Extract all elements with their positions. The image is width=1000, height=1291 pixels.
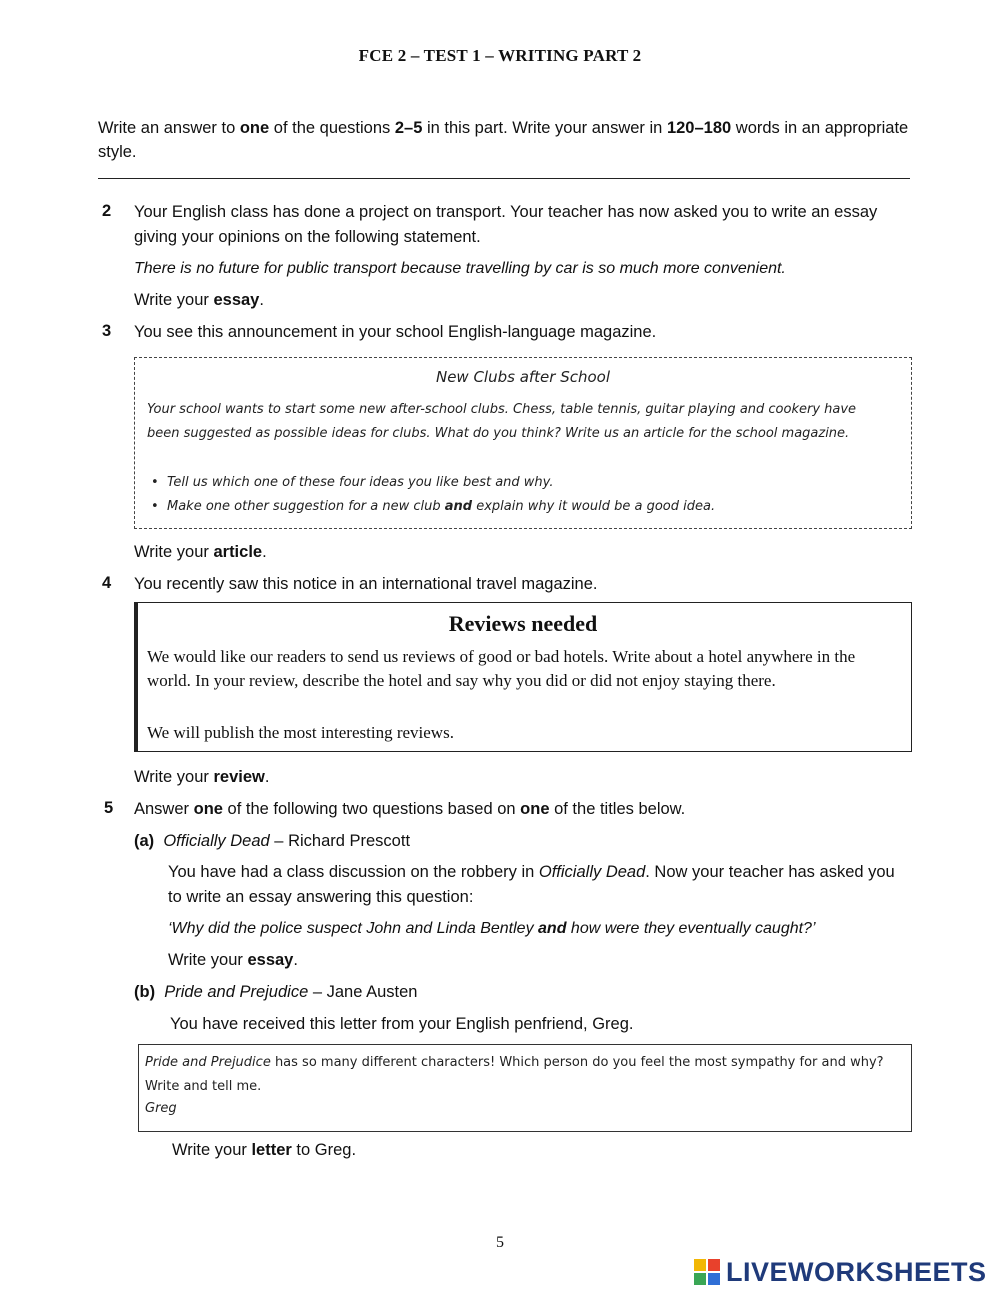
- letter-signature: Greg: [145, 1101, 177, 1116]
- announcement-bullet-2: • Make one other suggestion for a new club and explain why it would be a good idea.: [147, 495, 887, 519]
- question-2-statement: There is no future for public transport because travelling by car is so much more convenient.: [134, 260, 786, 277]
- logo-square: [694, 1259, 706, 1271]
- question-4-number: 4: [102, 574, 112, 592]
- question-4-write: Write your review.: [134, 768, 270, 786]
- notice-title: Reviews needed: [448, 611, 598, 636]
- question-5a-question: ‘Why did the police suspect John and Linda Bentley and how were they eventually caught?’: [168, 920, 816, 937]
- logo-text: LIVEWORKSHEETS: [726, 1256, 987, 1287]
- question-5a-text: You have had a class discussion on the robbery in Officially Dead. Now your teacher has asked you to write an essay answering this question:: [168, 863, 895, 906]
- liveworksheets-logo[interactable]: [694, 1255, 987, 1289]
- question-3-text: You see this announcement in your school English-language magazine.: [134, 323, 657, 341]
- announcement-bullets: [147, 471, 887, 519]
- logo-square: [708, 1273, 720, 1285]
- announcement-bullet-1: • Tell us which one of these four ideas you like best and why.: [147, 471, 887, 495]
- question-3-write: Write your article.: [134, 543, 267, 561]
- question-2-write: Write your essay.: [134, 291, 264, 309]
- notice-text: We would like our readers to send us reviews of good or bad hotels. Write about a hotel anywhere in the world. In your review, describe the hotel and say why you did or did not enjoy staying there.: [147, 647, 856, 690]
- instructions: Write an answer to one of the questions 2–5 in this part. Write your answer in 120–180 words in an appropriate style.: [98, 119, 909, 161]
- question-5b-write: Write your letter to Greg.: [172, 1141, 357, 1159]
- question-5a-write: Write your essay.: [168, 951, 298, 969]
- announcement-box: [134, 357, 912, 529]
- question-5b-heading: (b) Pride and Prejudice – Jane Austen: [134, 983, 418, 1001]
- letter-text: Pride and Prejudice has so many different characters! Which person do you feel the most sympathy for and why? Write and tell me.: [145, 1055, 884, 1094]
- logo-square: [694, 1273, 706, 1285]
- notice-box: [134, 602, 912, 752]
- divider: [98, 178, 910, 179]
- page-number: 5: [496, 1234, 504, 1251]
- announcement-text: Your school wants to start some new after-school clubs. Chess, table tennis, guitar playing and cookery have been suggested as possible ideas for clubs. What do you think? Write us an article for the school magazine.: [147, 402, 857, 441]
- question-2-number: 2: [102, 202, 112, 220]
- question-5-number: 5: [104, 799, 114, 817]
- letter-box: [138, 1044, 912, 1132]
- question-2-text: Your English class has done a project on transport. Your teacher has now asked you to write an essay giving your opinions on the following statement.: [134, 203, 878, 246]
- question-5b-text: You have received this letter from your English penfriend, Greg.: [170, 1015, 634, 1033]
- logo-squares-icon: [694, 1259, 720, 1285]
- question-5a-heading: (a) Officially Dead – Richard Prescott: [134, 832, 411, 850]
- notice-text-2: We will publish the most interesting reviews.: [147, 723, 454, 742]
- logo-square: [708, 1259, 720, 1271]
- question-3-number: 3: [102, 322, 112, 340]
- question-4-text: You recently saw this notice in an international travel magazine.: [134, 575, 598, 593]
- announcement-title: New Clubs after School: [435, 368, 611, 386]
- page-title: FCE 2 – TEST 1 – WRITING PART 2: [358, 46, 642, 65]
- question-5-text: Answer one of the following two questions based on one of the titles below.: [134, 800, 686, 818]
